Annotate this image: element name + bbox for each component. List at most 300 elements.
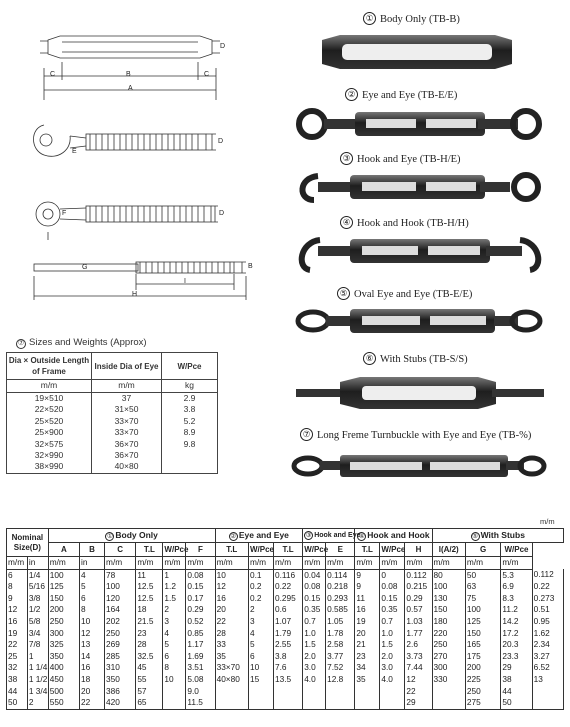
table-cell: 9 [355, 581, 380, 593]
table-cell: 11.5 [186, 697, 215, 709]
table-cell [163, 697, 186, 709]
table-cell: 15 [248, 674, 273, 686]
table-cell: 1.78 [326, 628, 355, 640]
table-cell: 0.15 [303, 593, 326, 605]
table-cell: 200 [465, 662, 500, 674]
column-header: T.L [273, 543, 302, 557]
table-cell: 14 [80, 651, 105, 663]
table-cell: 310 [105, 662, 136, 674]
photo-with-stubs [296, 377, 544, 409]
table-cell [273, 697, 302, 709]
table-cell: 20 [215, 604, 248, 616]
column-header: F [186, 543, 215, 557]
group-with-stubs: ⑤ With Stubs [432, 529, 563, 543]
column-header: H [405, 543, 432, 557]
table-cell: 7/8 [27, 639, 48, 651]
table-cell: 200 [48, 604, 79, 616]
table-cell: 4.0 [380, 674, 405, 686]
unit-cell: m/m [303, 557, 326, 570]
table-cell: 100 [465, 604, 500, 616]
table-cell: 10 [215, 569, 248, 581]
table-cell: 63 [465, 581, 500, 593]
table-cell: 8 [7, 581, 28, 593]
header-nominal-size: Nominal Size(D) [7, 529, 49, 557]
unit-cell: m/m [48, 557, 79, 570]
table-cell: 18 [80, 674, 105, 686]
table-cell: 13 [532, 674, 563, 686]
table-cell: 1/2 [27, 604, 48, 616]
column-header: W/Pce [303, 543, 326, 557]
table-cell: 65 [136, 697, 163, 709]
table-cell: 1 [163, 569, 186, 581]
table-cell: 16 [215, 593, 248, 605]
table-cell: 250 [105, 628, 136, 640]
table-cell: 6 [163, 651, 186, 663]
table-row [7, 616, 564, 628]
table-cell: 0 [380, 569, 405, 581]
table-cell: 50 [465, 569, 500, 581]
sizes-cell: 8.9 [162, 427, 218, 438]
table-cell: 2.34 [532, 639, 563, 651]
sizes-cell: 31×50 [92, 404, 162, 415]
table-cell: 0.57 [405, 604, 432, 616]
sizes-cell: 3.8 [162, 404, 218, 415]
caption-oval-eye-and-eye: ⑤ Oval Eye and Eye (TB-E/E) [337, 287, 472, 300]
table-cell: 8 [163, 662, 186, 674]
table-cell: 270 [432, 651, 465, 663]
column-header: A [48, 543, 79, 557]
table-cell: 500 [48, 686, 79, 698]
table-cell: 269 [105, 639, 136, 651]
group-hook-and-eye: ③ Hook and Eye [303, 529, 355, 543]
table-cell: 1.62 [532, 628, 563, 640]
table-cell [303, 697, 326, 709]
column-header: I(A/2) [432, 543, 465, 557]
photo-oval-eye-and-eye [298, 309, 540, 333]
table-cell: 29 [405, 697, 432, 709]
table-cell: 4 [163, 628, 186, 640]
table-cell: 0.51 [532, 604, 563, 616]
table-cell: 0.218 [326, 581, 355, 593]
sizes-unit-cell: m/m [92, 380, 162, 393]
sizes-header-dia: Dia × Outside Length of Frame [7, 353, 92, 380]
column-header: B [80, 543, 105, 557]
table-cell: 225 [465, 674, 500, 686]
table-cell: 4.0 [303, 674, 326, 686]
table-cell: 57 [136, 686, 163, 698]
table-cell: 300 [432, 662, 465, 674]
table-cell: 330 [432, 674, 465, 686]
table-cell: 100 [48, 569, 79, 581]
dim-label-c2: C [204, 71, 210, 78]
table-cell: 130 [432, 593, 465, 605]
table-cell: 10 [248, 662, 273, 674]
table-cell: 7.44 [405, 662, 432, 674]
table-cell: 220 [432, 628, 465, 640]
table-cell: 16 [7, 616, 28, 628]
table-cell: 16 [80, 662, 105, 674]
table-cell: 21 [355, 639, 380, 651]
unit-cell: in [27, 557, 48, 570]
table-cell: 3.8 [273, 651, 302, 663]
table-cell: 12.5 [136, 581, 163, 593]
table-cell: 0.35 [303, 604, 326, 616]
table-cell [273, 686, 302, 698]
table-cell: 202 [105, 616, 136, 628]
table-cell [532, 697, 563, 709]
unit-cell: m/m [465, 557, 500, 570]
table-cell: 12 [405, 674, 432, 686]
table-cell: 28 [215, 628, 248, 640]
dim-label-i: I [184, 278, 186, 285]
table-cell: 0.273 [532, 593, 563, 605]
table-cell [326, 697, 355, 709]
table-cell: 20.3 [501, 639, 532, 651]
table-cell: 13.5 [273, 674, 302, 686]
unit-cell: m/m [163, 557, 186, 570]
table-cell: 1 [27, 651, 48, 663]
table-row [7, 427, 218, 438]
sizes-header-weight: W/Pce [162, 353, 218, 380]
sizes-cell: 33×70 [92, 416, 162, 427]
table-cell: 7.52 [326, 662, 355, 674]
table-cell: 3 [248, 616, 273, 628]
table-cell: 12 [7, 604, 28, 616]
table-cell: 2.55 [273, 639, 302, 651]
table-cell: 32.5 [136, 651, 163, 663]
table-cell: 29 [501, 662, 532, 674]
table-cell [215, 686, 248, 698]
table-cell: 11 [136, 569, 163, 581]
table-row [7, 393, 218, 405]
table-cell: 0.15 [186, 581, 215, 593]
photo-long-frame [294, 455, 544, 477]
table-cell: 44 [7, 686, 28, 698]
table-cell: 0.7 [303, 616, 326, 628]
caption-long-frame: ⑦ Long Freme Turnbuckle with Eye and Eye (TB-%) [300, 428, 531, 441]
column-header: W/Pce [380, 543, 405, 557]
sizes-cell: 40×80 [92, 461, 162, 473]
table-row [7, 686, 564, 698]
table-cell: 3.27 [532, 651, 563, 663]
table-cell [248, 686, 273, 698]
table-cell: 10 [163, 674, 186, 686]
table-cell: 164 [105, 604, 136, 616]
table-cell: 5.3 [501, 569, 532, 581]
table-cell [380, 697, 405, 709]
table-cell: 0.112 [532, 569, 563, 581]
table-row [7, 569, 564, 581]
sizes-cell [162, 450, 218, 461]
table-row [7, 697, 564, 709]
group-eye-and-eye: ② Eye and Eye [215, 529, 303, 543]
caption-body-only: ① Body Only (TB-B) [363, 12, 460, 25]
table-cell: 300 [48, 628, 79, 640]
table-cell: 325 [48, 639, 79, 651]
table-cell: 1.0 [380, 628, 405, 640]
table-cell: 1.79 [273, 628, 302, 640]
table-cell: 3.0 [303, 662, 326, 674]
caption-hook-and-eye: ③ Hook and Eye (TB-H/E) [340, 152, 461, 165]
table-cell: 1 1/4 [28, 662, 48, 673]
sizes-cell: 25×520 [7, 416, 92, 427]
unit-note: m/m [540, 517, 555, 526]
table-cell: 38 [501, 674, 532, 686]
table-cell: 5/8 [27, 616, 48, 628]
table-row [7, 581, 564, 593]
table-cell: 165 [465, 639, 500, 651]
table-cell: 0.08 [186, 569, 215, 581]
table-cell: 3/4 [27, 628, 48, 640]
table-cell: 23.3 [501, 651, 532, 663]
unit-cell: m/m [7, 557, 28, 570]
table-cell: 22 [80, 697, 105, 709]
table-cell: 3.51 [186, 662, 215, 674]
table-row [7, 604, 564, 616]
caption-eye-and-eye: ② Eye and Eye (TB-E/E) [345, 88, 457, 101]
sizes-table [6, 352, 218, 474]
sizes-cell: 19×510 [7, 393, 92, 405]
column-header: E [326, 543, 355, 557]
table-cell [248, 697, 273, 709]
table-cell: 450 [48, 674, 79, 686]
table-cell: 1.03 [405, 616, 432, 628]
table-cell: 0.7 [380, 616, 405, 628]
photo-body-only [322, 35, 512, 69]
table-cell: 1.2 [163, 581, 186, 593]
table-cell: 1.05 [326, 616, 355, 628]
table-cell: 19 [355, 616, 380, 628]
table-cell: 6.52 [532, 662, 563, 674]
table-cell: 23 [355, 651, 380, 663]
sizes-cell: 2.9 [162, 393, 218, 405]
table-cell: 350 [48, 651, 79, 663]
dim-label-g: G [82, 264, 88, 271]
unit-cell: m/m [501, 557, 532, 570]
table-cell: 35 [215, 651, 248, 663]
table-row [7, 628, 564, 640]
sizes-cell: 22×520 [7, 404, 92, 415]
table-cell: 550 [48, 697, 79, 709]
table-cell: 3.77 [326, 651, 355, 663]
table-cell: 0.22 [532, 581, 563, 593]
table-cell: 150 [432, 604, 465, 616]
table-cell: 44 [501, 686, 532, 698]
table-cell: 5.08 [186, 674, 215, 686]
table-cell: 0.22 [273, 581, 302, 593]
table-cell: 3/8 [27, 593, 48, 605]
unit-cell: m/m [432, 557, 465, 570]
table-cell: 275 [465, 697, 500, 709]
dim-label-b: B [126, 71, 131, 78]
table-cell [215, 697, 248, 709]
table-cell: 12.8 [326, 674, 355, 686]
table-cell: 150 [465, 628, 500, 640]
table-cell: 10 [80, 616, 105, 628]
table-cell: 8.3 [501, 593, 532, 605]
table-cell: 120 [105, 593, 136, 605]
dim-label-f: F [62, 210, 67, 217]
table-row [7, 439, 218, 450]
photo-hook-and-eye [302, 175, 538, 200]
table-cell: 100 [105, 581, 136, 593]
unit-cell: m/m [215, 557, 248, 570]
table-cell: 250 [432, 639, 465, 651]
sizes-cell: 9.8 [162, 439, 218, 450]
column-header: W/Pce [248, 543, 273, 557]
table-cell: 0.17 [186, 593, 215, 605]
caption-hook-and-hook: ④ Hook and Hook (TB-H/H) [340, 216, 469, 229]
table-cell: 20 [80, 686, 105, 698]
table-cell: 1 3/4 [28, 685, 48, 696]
table-row [7, 651, 564, 663]
table-cell: 1.5 [380, 639, 405, 651]
table-cell: 13 [80, 639, 105, 651]
table-cell [380, 686, 405, 698]
table-row [7, 674, 564, 686]
table-cell: 0.295 [273, 593, 302, 605]
table-cell: 4 [248, 628, 273, 640]
unit-cell: m/m [355, 557, 380, 570]
unit-cell: m/m [136, 557, 163, 570]
table-cell: 32 [7, 662, 28, 674]
table-cell: 0.08 [303, 581, 326, 593]
table-cell: 0.2 [248, 581, 273, 593]
table-cell: 1.77 [405, 628, 432, 640]
table-cell: 2.0 [303, 651, 326, 663]
table-cell: 55 [136, 674, 163, 686]
table-cell: 386 [105, 686, 136, 698]
photo-eye-and-eye [299, 111, 539, 137]
table-cell: 1 1/2 [28, 673, 48, 684]
table-cell [432, 697, 465, 709]
table-cell: 34 [355, 662, 380, 674]
table-cell: 25 [7, 651, 28, 663]
table-cell [355, 686, 380, 698]
table-cell: 45 [136, 662, 163, 674]
table-cell: 1.07 [273, 616, 302, 628]
table-cell: 18 [136, 604, 163, 616]
sizes-unit-cell: kg [162, 380, 218, 393]
column-header: T.L [215, 543, 248, 557]
table-cell: 12.5 [136, 593, 163, 605]
table-cell: 0.95 [532, 616, 563, 628]
dim-label-c1: C [50, 71, 56, 78]
table-cell: 0.112 [405, 569, 432, 581]
table-cell: 5 [163, 639, 186, 651]
table-cell: 14.2 [501, 616, 532, 628]
table-cell [163, 686, 186, 698]
table-cell: 1.5 [303, 639, 326, 651]
table-cell: 0.29 [405, 593, 432, 605]
table-cell: 0.04 [303, 569, 326, 581]
column-header: W/Pce [501, 543, 532, 557]
table-cell: 6 [248, 651, 273, 663]
table-cell: 2 [163, 604, 186, 616]
table-cell: 6.9 [501, 581, 532, 593]
unit-cell: m/m [380, 557, 405, 570]
dim-label-a: A [128, 85, 133, 92]
table-cell: 0.293 [326, 593, 355, 605]
table-row [7, 450, 218, 461]
column-header: W/Pce [163, 543, 186, 557]
table-cell: 125 [465, 616, 500, 628]
table-cell [432, 686, 465, 698]
table-row [7, 416, 218, 427]
table-cell: 0.585 [326, 604, 355, 616]
photo-hook-and-hook [302, 239, 539, 270]
table-cell: 22 [7, 639, 28, 651]
table-cell: 250 [48, 616, 79, 628]
sizes-cell: 37 [92, 393, 162, 405]
table-cell: 0.116 [273, 569, 302, 581]
table-cell: 33 [215, 639, 248, 651]
table-cell: 0.08 [380, 581, 405, 593]
group-body-only: ① Body Only [48, 529, 215, 543]
table-cell: 2 [248, 604, 273, 616]
table-cell: 400 [48, 662, 79, 674]
dimensions-table [6, 528, 564, 710]
table-cell: 2 [27, 697, 48, 709]
table-cell: 2.58 [326, 639, 355, 651]
table-cell: 38 [7, 674, 28, 686]
table-cell: 50 [501, 697, 532, 709]
unit-cell: m/m [326, 557, 355, 570]
table-cell: 11 [355, 593, 380, 605]
table-cell: 1.17 [186, 639, 215, 651]
unit-cell: m/m [405, 557, 432, 570]
table-cell: 5 [80, 581, 105, 593]
table-cell: 2.0 [380, 651, 405, 663]
table-cell: 22 [405, 686, 432, 698]
table-cell: 0.6 [273, 604, 302, 616]
table-cell: 420 [105, 697, 136, 709]
column-header: T.L [355, 543, 380, 557]
caption-with-stubs: ⑥ With Stubs (TB-S/S) [363, 352, 468, 365]
table-cell [355, 697, 380, 709]
table-cell: 6 [80, 593, 105, 605]
table-cell: 0.35 [380, 604, 405, 616]
table-cell: 16 [355, 604, 380, 616]
table-row [7, 662, 564, 674]
table-cell: 4 [80, 569, 105, 581]
table-cell [532, 686, 563, 698]
table-cell: 78 [105, 569, 136, 581]
dim-label-e: E [72, 148, 77, 155]
unit-cell: m/m [105, 557, 136, 570]
table-cell: 11.2 [501, 604, 532, 616]
table-cell: 1/4 [27, 569, 48, 581]
sizes-cell: 32×575 [7, 439, 92, 450]
sizes-header-eye: Inside Dia of Eye [92, 353, 162, 380]
sizes-cell: 38×990 [7, 461, 92, 473]
table-cell: 9.0 [186, 686, 215, 698]
table-cell: 9 [7, 593, 28, 605]
table-cell: 75 [465, 593, 500, 605]
table-row [7, 639, 564, 651]
sizes-cell: 5.2 [162, 416, 218, 427]
table-cell: 100 [432, 581, 465, 593]
column-header: T.L [136, 543, 163, 557]
table-cell: 0.2 [248, 593, 273, 605]
table-cell: 12 [80, 628, 105, 640]
dim-label-d1: D [220, 43, 226, 50]
table-cell: 6 [7, 569, 28, 581]
table-cell: 12 [215, 581, 248, 593]
group-hook-and-hook: ④ Hook and Hook [355, 529, 432, 543]
table-cell: 0.85 [186, 628, 215, 640]
table-cell: 1.5 [163, 593, 186, 605]
